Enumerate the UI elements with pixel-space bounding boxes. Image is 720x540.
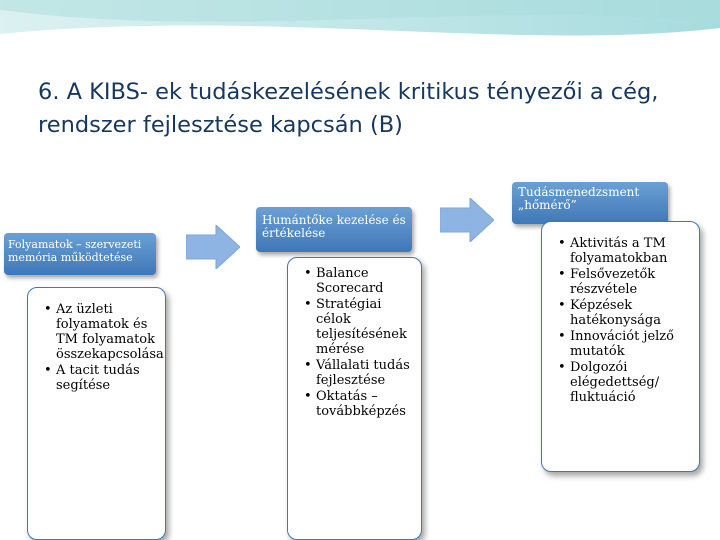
list-item: • Vállalati tudás fejlesztése (302, 358, 417, 388)
header-processes (4, 233, 156, 275)
list-human-capital (287, 257, 422, 540)
header-human-capital (256, 207, 412, 252)
list-item: • Az üzleti folyamatok és TM folyamatok összekapcsolása (42, 302, 161, 362)
header-processes-label: Folyamatok – szervezeti memória működtetése (8, 238, 142, 264)
list-item: • Aktivitás a TM folyamatokban (556, 236, 693, 266)
list-item: • Innovációt jelző mutatók (556, 329, 693, 359)
header-km-thermometer (512, 182, 668, 224)
arrow-right-icon (440, 198, 494, 242)
list-item: • Dolgozói elégedettség/ fluktuáció (556, 360, 693, 405)
arrow-right-icon (186, 225, 240, 269)
header-swoosh-decoration (0, 0, 720, 60)
header-km-thermometer-label: Tudásmenedzsment „hőmérő” (518, 185, 640, 212)
list-item: • Oktatás – továbbképzés (302, 389, 417, 419)
list-item: • A tacit tudás segítése (42, 363, 161, 393)
header-human-capital-label: Humántőke kezelése és értékelése (262, 213, 406, 240)
page-title: 6. A KIBS- ek tudáskezelésének kritikus tényezői a cég, rendszer fejlesztése kapcsán (B) (38, 79, 659, 138)
list-processes (27, 287, 166, 540)
list-km-thermometer (541, 221, 700, 472)
list-item: • Képzések hatékonysága (556, 298, 693, 328)
list-item: • Felsővezetők részvétele (556, 267, 693, 297)
list-item: • Stratégiai célok teljesítésének mérése (302, 297, 417, 357)
list-item: • Balance Scorecard (302, 266, 417, 296)
